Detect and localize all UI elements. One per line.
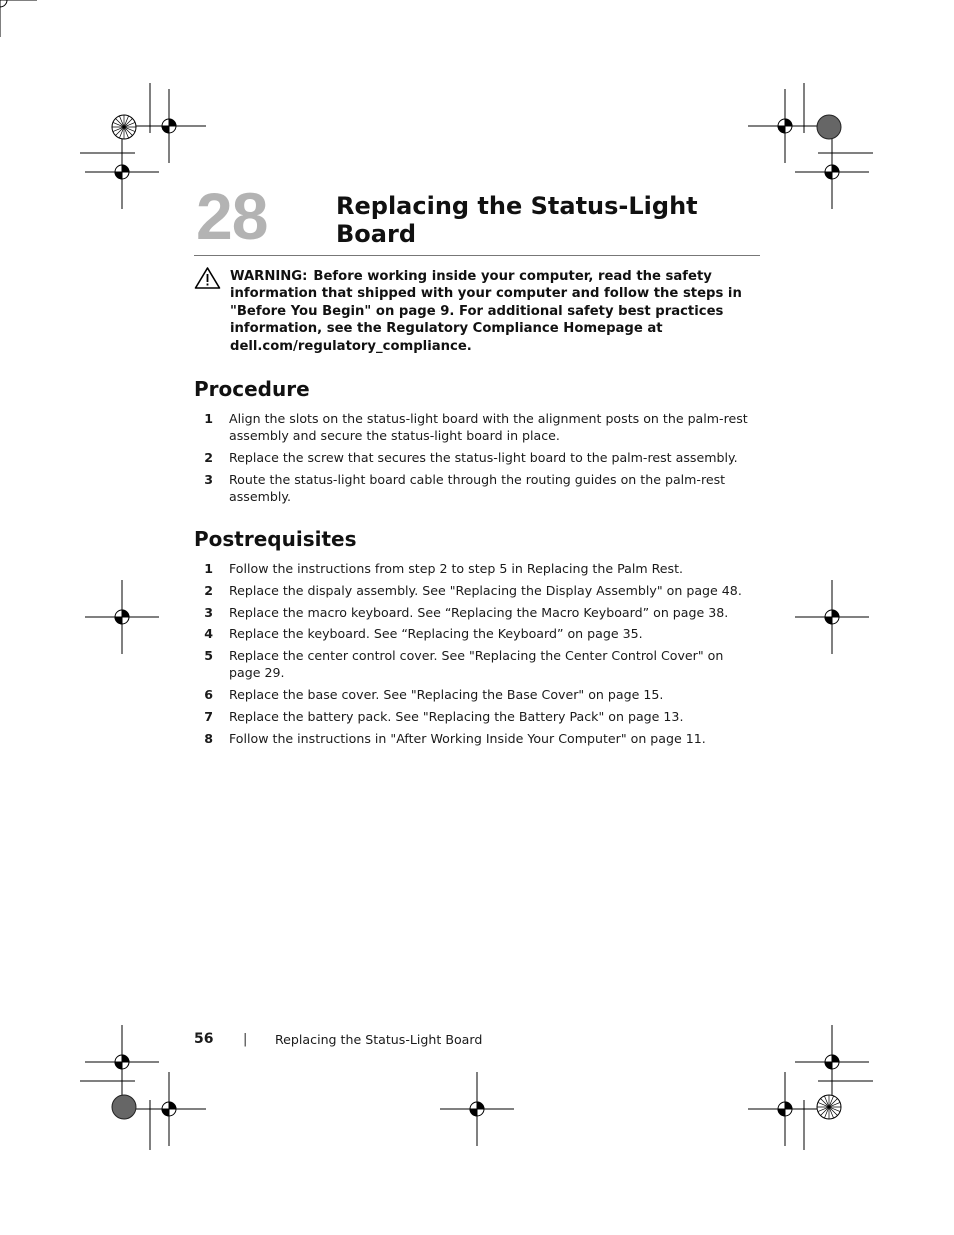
- step-text: Align the slots on the status-light board with the alignment posts on the palm-rest assembly and secure the status-light board in place.: [229, 411, 748, 444]
- footer-separator: |: [243, 1032, 248, 1047]
- postrequisite-step: [194, 582, 754, 599]
- step-number: 3: [204, 471, 213, 487]
- postrequisite-step: [194, 730, 754, 747]
- step-text: Replace the keyboard. See “Replacing the Keyboard” on page 35.: [229, 626, 643, 642]
- running-title: Replacing the Status-Light Board: [275, 1032, 483, 1047]
- postrequisite-step: [194, 708, 754, 725]
- postrequisite-step: [194, 686, 754, 703]
- step-number: 1: [204, 561, 213, 576]
- postrequisite-step: [194, 560, 754, 577]
- chapter-title: Replacing the Status-Light Board: [336, 192, 698, 248]
- step-number: 8: [204, 730, 213, 746]
- procedure-step: [194, 449, 754, 466]
- step-text: Replace the battery pack. See "Replacing the Battery Pack" on page 13.: [229, 709, 684, 725]
- postrequisite-step: [194, 647, 754, 682]
- postrequisite-step: [194, 625, 754, 642]
- postrequisites-heading: Postrequisites: [194, 527, 357, 551]
- warning-note: [230, 268, 760, 355]
- postrequisite-step: [194, 604, 754, 621]
- warning-text: Before working inside your computer, read the safety information that shipped with your computer and follow the steps in "Before You Begin" on page 9. For additional safety best practices information, see the Regulatory Compliance Homepage at dell.com/regulatory_compliance.: [230, 269, 742, 354]
- step-number: 3: [204, 604, 213, 620]
- registration-target-icon: [0, 0, 37, 37]
- step-number: 2: [204, 582, 213, 598]
- step-text: Follow the instructions from step 2 to step 5 in Replacing the Palm Rest.: [229, 561, 684, 576]
- step-text: Replace the center control cover. See "Replacing the Center Control Cover" on page 29.: [229, 648, 724, 681]
- procedure-heading: Procedure: [194, 377, 310, 401]
- procedure-steps: [194, 410, 754, 510]
- step-text: Route the status-light board cable through the routing guides on the palm-rest assembly.: [229, 471, 726, 505]
- chapter-number: 28: [196, 179, 268, 253]
- procedure-step: [194, 471, 754, 506]
- title-divider: [194, 255, 760, 256]
- step-number: 4: [204, 626, 213, 642]
- step-text: Replace the screw that secures the status-light board to the palm-rest assembly.: [229, 450, 738, 466]
- warning-label: WARNING:: [230, 269, 308, 284]
- step-text: Replace the dispaly assembly. See "Replacing the Display Assembly" on page 48.: [229, 582, 742, 598]
- step-text: Follow the instructions in "After Working Inside Your Computer" on page 11.: [229, 730, 706, 746]
- step-number: 2: [204, 450, 213, 466]
- step-text: Replace the base cover. See "Replacing the Base Cover" on page 15.: [229, 687, 664, 703]
- postrequisites-steps: [194, 560, 754, 752]
- step-number: 7: [204, 709, 213, 725]
- procedure-step: [194, 410, 754, 445]
- step-number: 1: [204, 411, 213, 426]
- step-number: 5: [204, 648, 213, 664]
- page-number: 56: [194, 1031, 214, 1047]
- step-number: 6: [204, 687, 213, 703]
- step-text: Replace the macro keyboard. See “Replacing the Macro Keyboard” on page 38.: [229, 604, 729, 620]
- warning-triangle-icon: [194, 266, 221, 290]
